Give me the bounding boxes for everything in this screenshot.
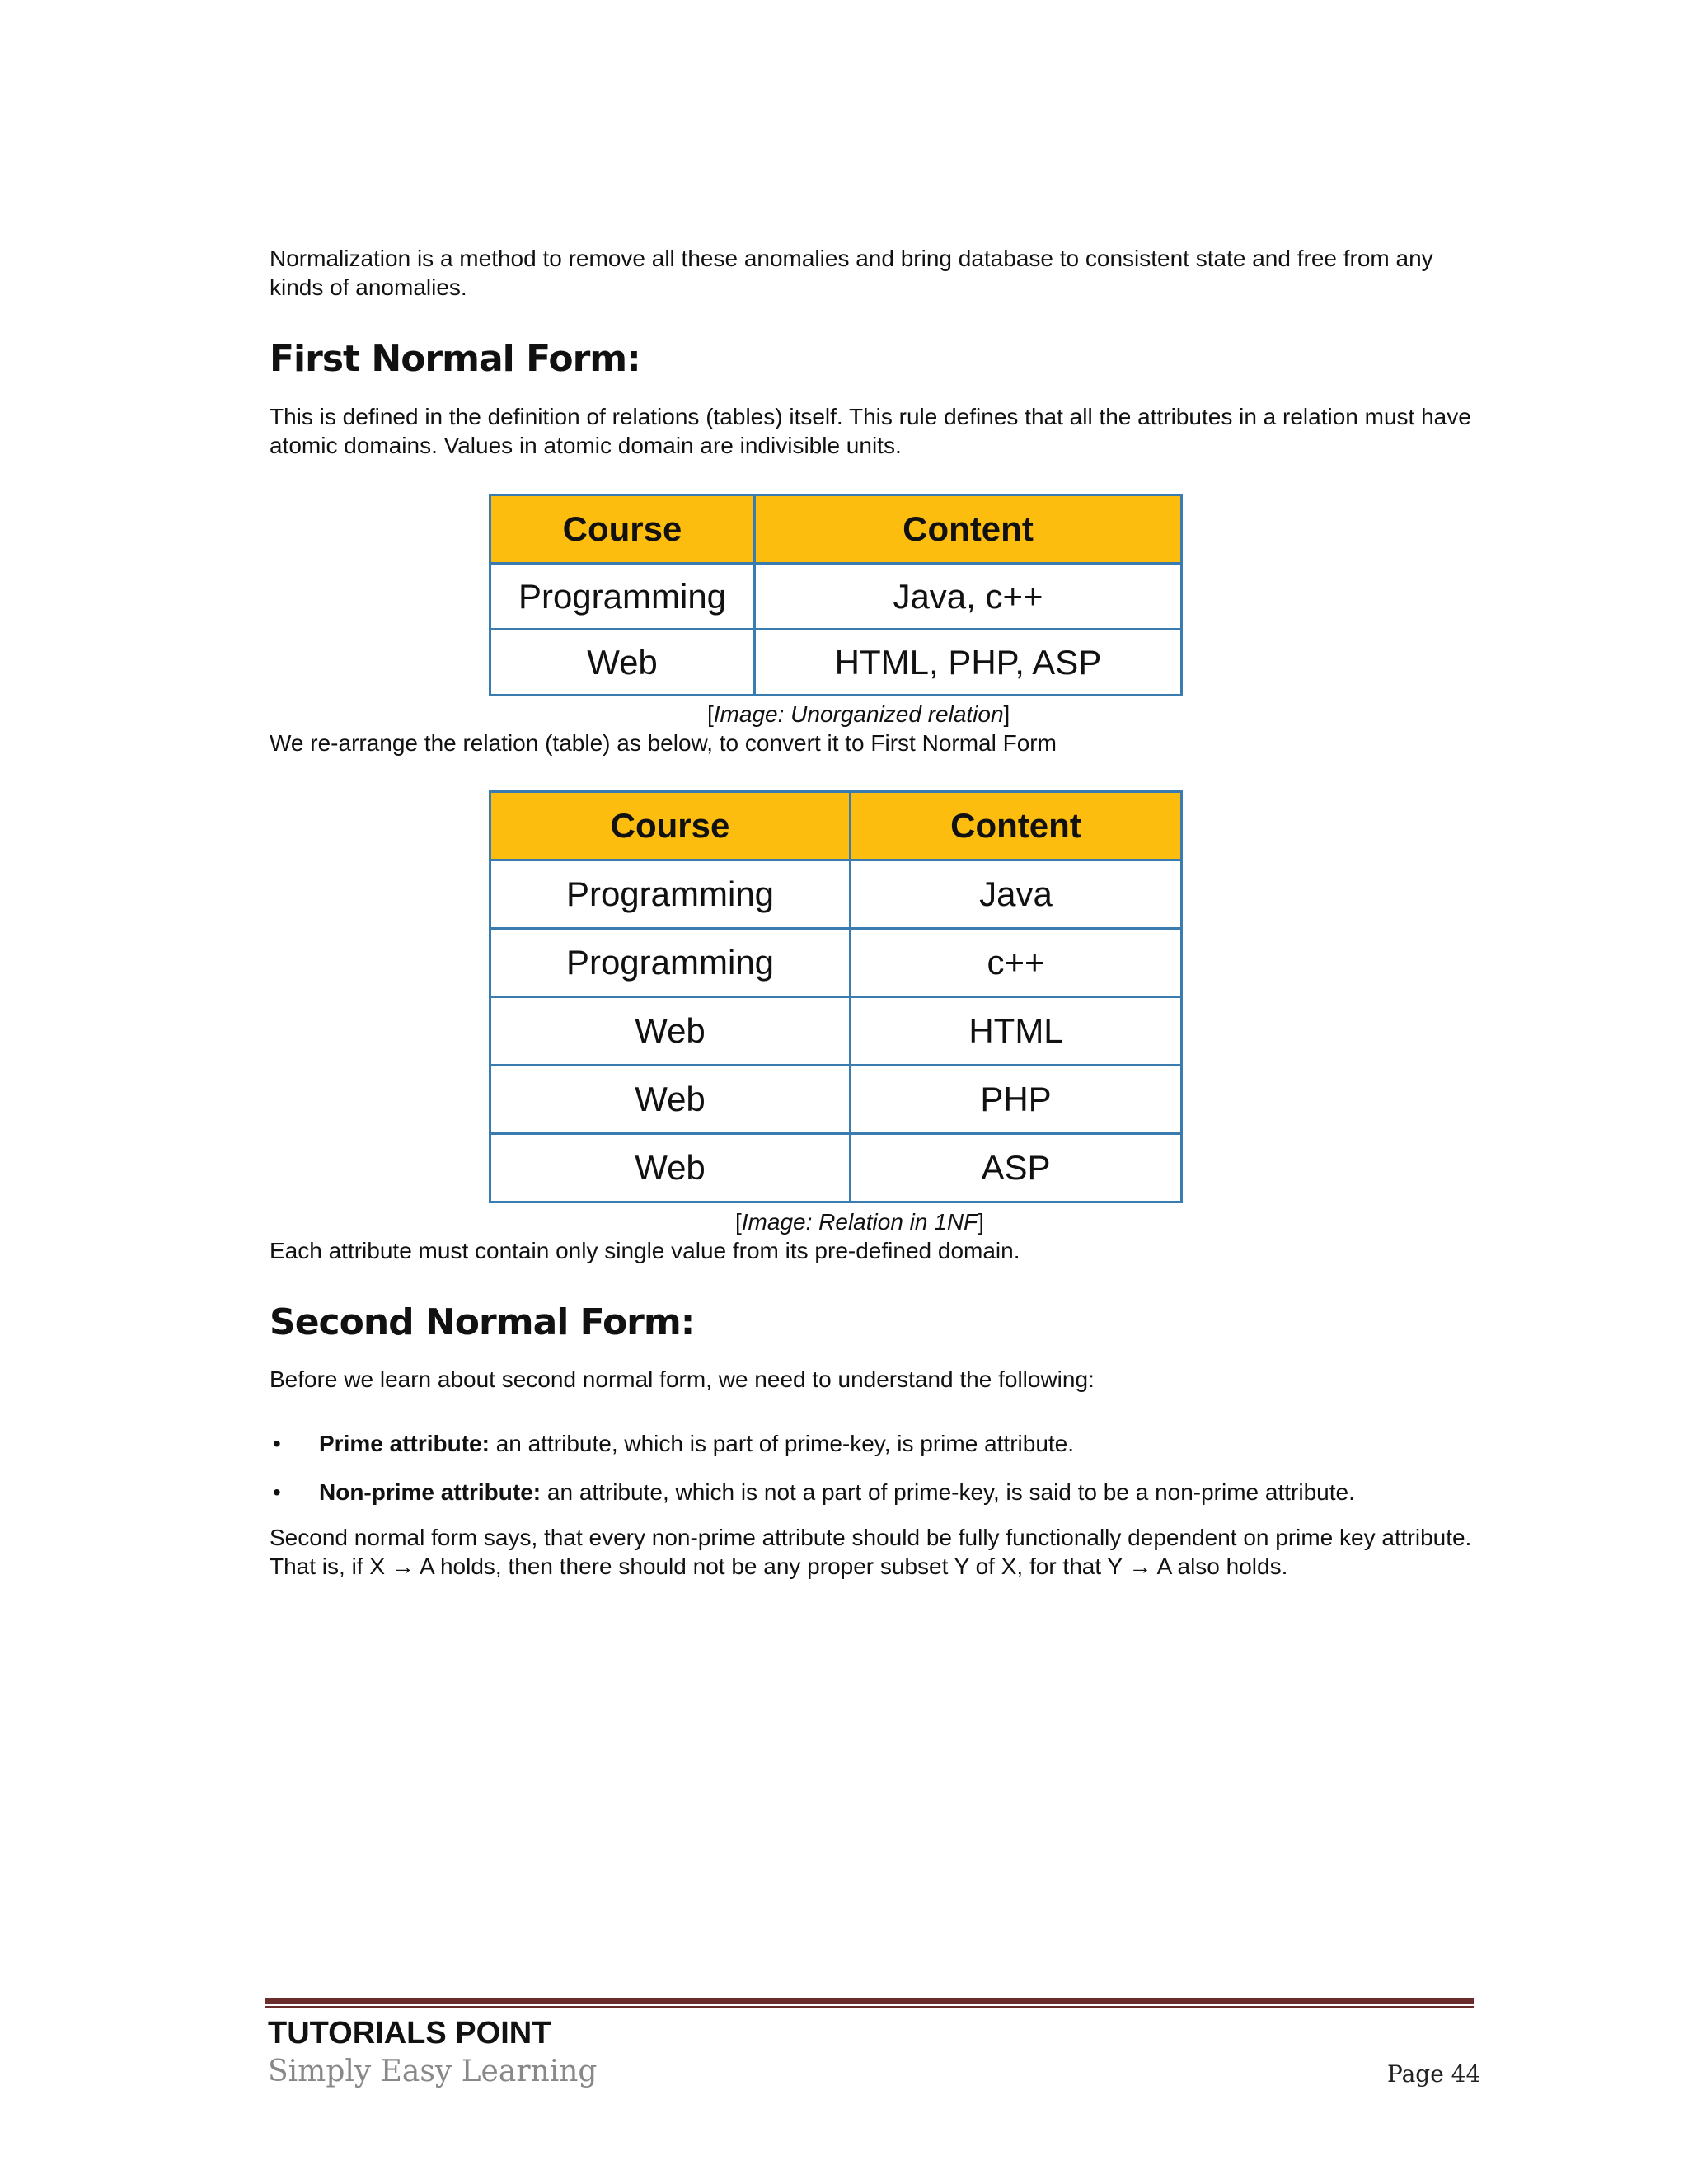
second-normal-form-heading: Second Normal Form: [270, 1301, 695, 1343]
table2-cell: Programming [490, 860, 851, 929]
table-row [490, 860, 1182, 929]
table1-cell: HTML, PHP, ASP [755, 630, 1182, 696]
bullet-term: Prime attribute: [319, 1431, 490, 1456]
table-row [490, 564, 1182, 630]
intro-paragraph: Normalization is a method to remove all these anomalies and bring database to consistent state and free from any kinds of anomalies. [270, 246, 1433, 300]
table2-cell: Web [490, 997, 851, 1066]
first-normal-form-heading: First Normal Form: [270, 338, 640, 380]
table-row [490, 929, 1182, 997]
first-normal-form-paragraph: This is defined in the definition of relations (tables) itself. This rule defines that all the attributes in a relation must have atomic domains. Values in atomic domain are indivisible units. [270, 404, 1471, 458]
table2-cell: HTML [851, 997, 1182, 1066]
table1-header-content: Content [755, 495, 1182, 564]
table1-header-course: Course [490, 495, 755, 564]
page-number: Page 44 [1387, 2060, 1481, 2088]
table2-cell: c++ [851, 929, 1182, 997]
bullet-icon: • [273, 1431, 281, 1456]
table2-cell: ASP [851, 1134, 1182, 1202]
table-row [490, 630, 1182, 696]
second-normal-form-paragraph: Second normal form says, that every non-prime attribute should be fully functionally dependent on prime key attribute. That is, if X → A holds, then there should not be any proper subset Y of X, for that Y → A also holds. [270, 1525, 1472, 1579]
atomic-value-paragraph: Each attribute must contain only single value from its pre-defined domain. [270, 1238, 1020, 1263]
relation-1nf-table [489, 790, 1183, 1203]
bullet-text: an attribute, which is part of prime-key, is prime attribute. [489, 1431, 1075, 1456]
table2-cell: Web [490, 1134, 851, 1202]
bullet-icon: • [273, 1479, 281, 1505]
table1-cell: Programming [490, 564, 755, 630]
second-normal-form-intro: Before we learn about second normal form, we need to understand the following: [270, 1366, 1095, 1392]
table2-cell: PHP [851, 1066, 1182, 1134]
table2-cell: Java [851, 860, 1182, 929]
table2-cell: Programming [490, 929, 851, 997]
bullet-term: Non-prime attribute: [319, 1479, 542, 1505]
table2-cell: Web [490, 1066, 851, 1134]
unorganized-relation-table [489, 494, 1183, 696]
table1-cell: Java, c++ [755, 564, 1182, 630]
footer-rule [265, 1998, 1474, 2004]
table2-caption: [Image: Relation in 1NF] [735, 1209, 984, 1235]
footer-rule-thin [265, 2006, 1474, 2008]
footer-tagline: Simply Easy Learning [268, 2055, 598, 2088]
table2-header-content: Content [851, 792, 1182, 860]
rearrange-paragraph: We re-arrange the relation (table) as below, to convert it to First Normal Form [270, 730, 1057, 756]
table-row [490, 1066, 1182, 1134]
footer-brand: TUTORIALS POINT [268, 2016, 551, 2050]
table-row [490, 1134, 1182, 1202]
table2-header-course: Course [490, 792, 851, 860]
table-row [490, 997, 1182, 1066]
table1-caption: [Image: Unorganized relation] [707, 701, 1010, 727]
table1-cell: Web [490, 630, 755, 696]
bullet-text: an attribute, which is not a part of prime-key, is said to be a non-prime attribute. [541, 1479, 1355, 1505]
